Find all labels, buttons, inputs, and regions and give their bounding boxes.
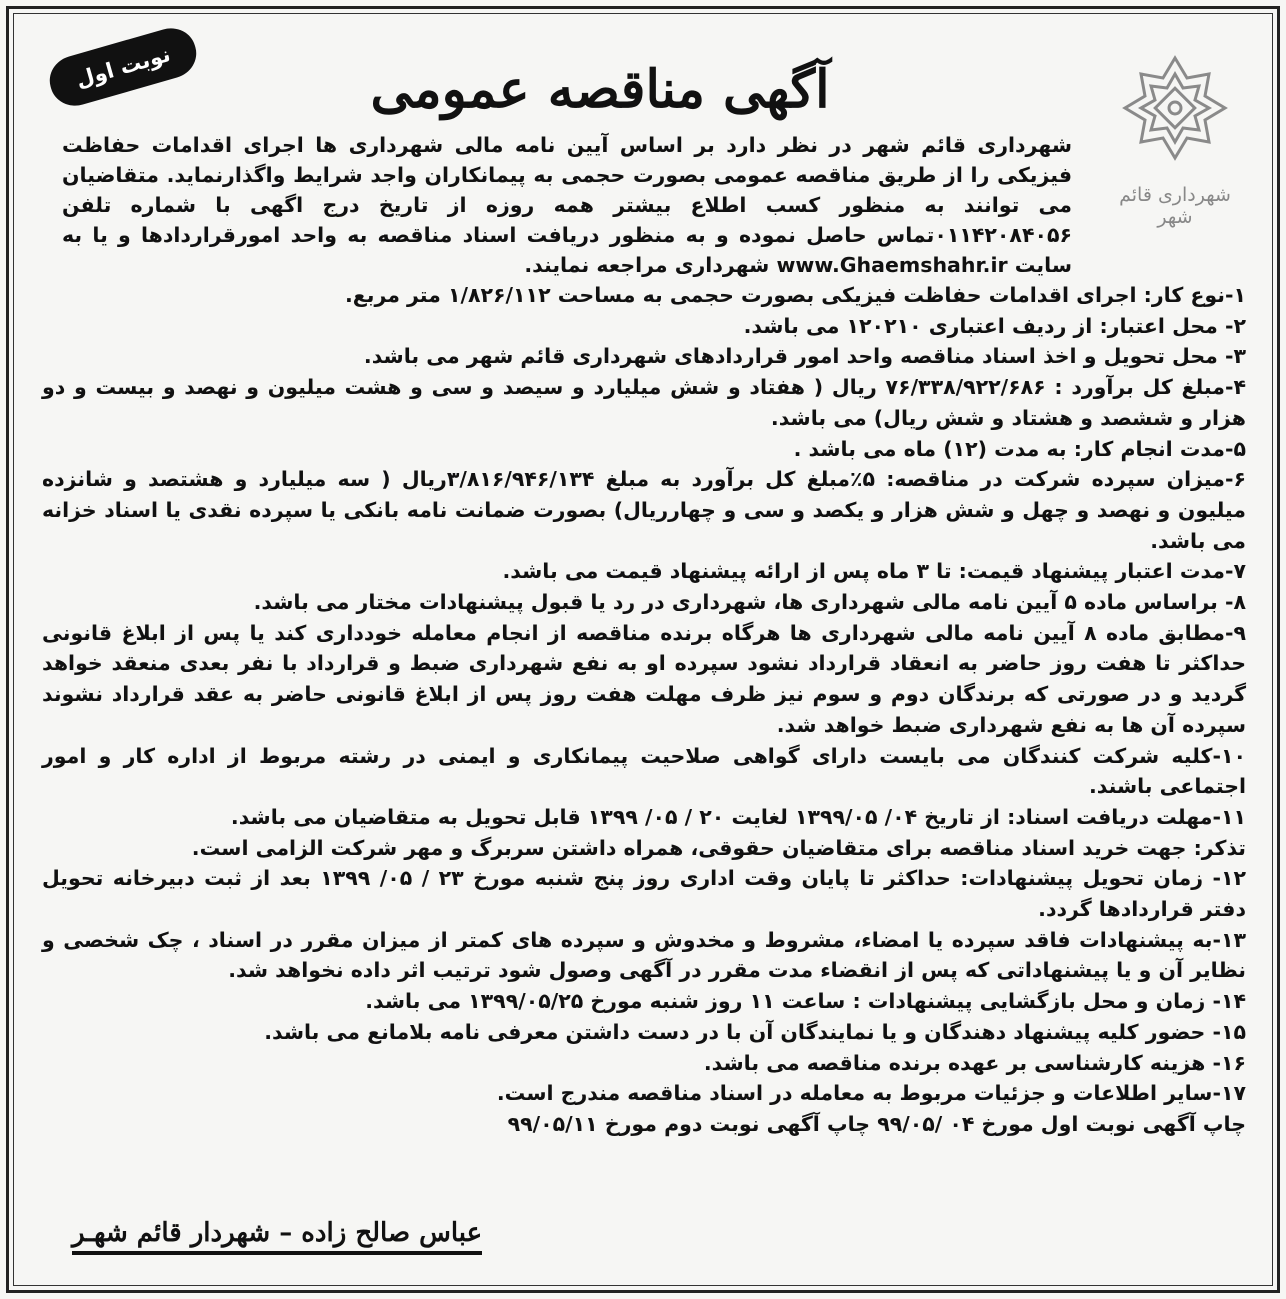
item-8-article-5: ۸- براساس ماده ۵ آیین نامه مالی شهرداری ها، شهرداری در رد یا قبول پیشنهادات مختار می باشد. [253,590,1246,615]
publication-dates: چاپ آگهی نوبت اول مورخ ۰۴ /۹۹/۰۵ چاپ آگهی نوبت دوم مورخ ۹۹/۰۵/۱۱ [507,1111,1246,1136]
notice-items [42,280,1246,1140]
item-9-article-8: ۹-مطابق ماده ۸ آیین نامه مالی شهرداری ها هرگاه برنده مناقصه از انجام معامله خودداری کند یا پس از ابلاغ قانونی حداکثر تا هفت روز حاضر به انعقاد قرارداد نشود سپرده او به نفع شهرداری ضبط و قرارداد با نفر بعدی منعقد خواهد گردید و در صورتی که برندگان دوم و سوم نیز ظرف مهلت هفت روز پس از ابلاغ قانونی حاضر به عقد قرارداد نشوند سپرده آن ها به نفع شهرداری ضبط خواهد شد. [42,620,1246,737]
item-3-document-delivery: ۳- محل تحویل و اخذ اسناد مناقصه واحد امور قراردادهای شهرداری قائم شهر می باشد. [363,344,1246,369]
notice-title: آگهی مناقصه عمومی [370,59,830,120]
item-14-opening-time: ۱۴- زمان و محل بازگشایی پیشنهادات : ساعت ۱۱ روز شنبه مورخ ۱۳۹۹/۰۵/۲۵ می باشد. [365,989,1246,1014]
first-publication-badge: نوبت اول [44,22,202,111]
item-1-work-type: ۱-نوع کار: اجرای اقدامات حفاظت فیزیکی بصورت حجمی به مساحت ۱/۸۲۶/۱۱۲ متر مربع. [344,283,1246,307]
municipality-emblem-icon [1115,52,1235,182]
item-4-total-estimate: ۴-مبلغ کل برآورد : ۷۶/۳۳۸/۹۲۲/۶۸۶ ریال ( هفتاد و شش میلیارد و سیصد و سی و هشت میلیون و نهصد و بیست و دو هزار و ششصد و هشتاد و شش ریال) می باشد. [42,375,1247,430]
item-6-deposit: ۶-میزان سپرده شرکت در مناقصه: ۵٪مبلغ کل برآورد به مبلغ ۳/۸۱۶/۹۴۶/۱۳۴ریال ( سه میلیارد و هشتصد و شانزده میلیون و نهصد و چهل و شش هزار و یکصد و سی و چهارریال) بصورت ضمانت نامه بانکی یا سپرده نقدی یا اسناد خزانه می باشد. [42,467,1247,553]
logo-caption: شهرداری قائم شهر [1119,184,1231,228]
item-10-qualification: ۱۰-کلیه شرکت کنندگان می بایست دارای گواهی صلاحیت پیمانکاری و ایمنی در رشته مربوط از اداره کار و امور اجتماعی باشند. [42,743,1246,799]
item-5-duration: ۵-مدت انجام کار: به مدت (۱۲) ماه می باشد . [793,436,1246,461]
item-7-bid-validity: ۷-مدت اعتبار پیشنهاد قیمت: تا ۳ ماه پس از ارائه پیشنهاد قیمت می باشد. [502,559,1246,584]
item-16-expert-cost: ۱۶- هزینه کارشناسی بر عهده برنده مناقصه می باشد. [703,1050,1246,1075]
note-legal-applicants: تذکر: جهت خرید اسناد مناقصه برای متقاضیان حقوقی، همراه داشتن سربرگ و مهر شرکت الزامی است. [191,835,1246,860]
mayor-signature: عباس صالح زاده – شهردار قائم شهـر [72,1218,482,1255]
item-12-submission-time: ۱۲- زمان تحویل پیشنهادات: حداکثر تا پایان وقت اداری روز پنج شنبه مورخ ۲۳ / ۰۵/ ۱۳۹۹ بعد از ثبت دبیرخانه تحویل دفتر قراردادها گردد. [42,866,1247,922]
item-2-credit-source: ۲- محل اعتبار: از ردیف اعتباری ۱۲۰۲۱۰ می باشد. [743,313,1246,338]
item-17-other-info: ۱۷-سایر اطلاعات و جزئیات مربوط به معامله در اسناد مناقصه مندرج است. [496,1081,1246,1106]
municipality-logo [1100,52,1250,228]
item-15-attendance: ۱۵- حضور کلیه پیشنهاد دهندگان و یا نمایندگان آن با در دست داشتن معرفی نامه بلامانع می باشد. [264,1019,1246,1044]
item-13-invalid-bids: ۱۳-به پیشنهادات فاقد سپرده یا امضاء، مشروط و مخدوش و سپرده های کمتر از میزان مقرر در اسناد ، چک شخصی و نظایر آن و یا پیشنهاداتی که پس از انقضاء مدت مقرر در آگهی وصول شود ترتیب اثر داده نخواهد شد. [42,927,1246,983]
intro-paragraph: شهرداری قائم شهر در نظر دارد بر اساس آیین نامه مالی شهرداری ها اجرای اقدامات حفاظت فیزیکی را از طریق مناقصه عمومی بصورت حجمی به پیمانکاران واجد شرایط واگذارنماید. متقاضیان می توانند به منظور کسب اطلاع بیشتر همه روزه از تاریخ درج اگهی با شماره تلفن ۰۱۱۴۲۰۸۴۰۵۶تماس حاصل نموده و به منظور دریافت اسناد مناقصه به واحد امورقراردادها و یا به سایت www.Ghaemshahr.ir شهرداری مراجعه نمایند. [62,133,1072,277]
item-11-document-deadline: ۱۱-مهلت دریافت اسناد: از تاریخ ۰۴/ ۱۳۹۹/۰۵ لغایت ۲۰ / ۰۵/ ۱۳۹۹ قابل تحویل به متقاضیان می باشد. [230,804,1246,829]
